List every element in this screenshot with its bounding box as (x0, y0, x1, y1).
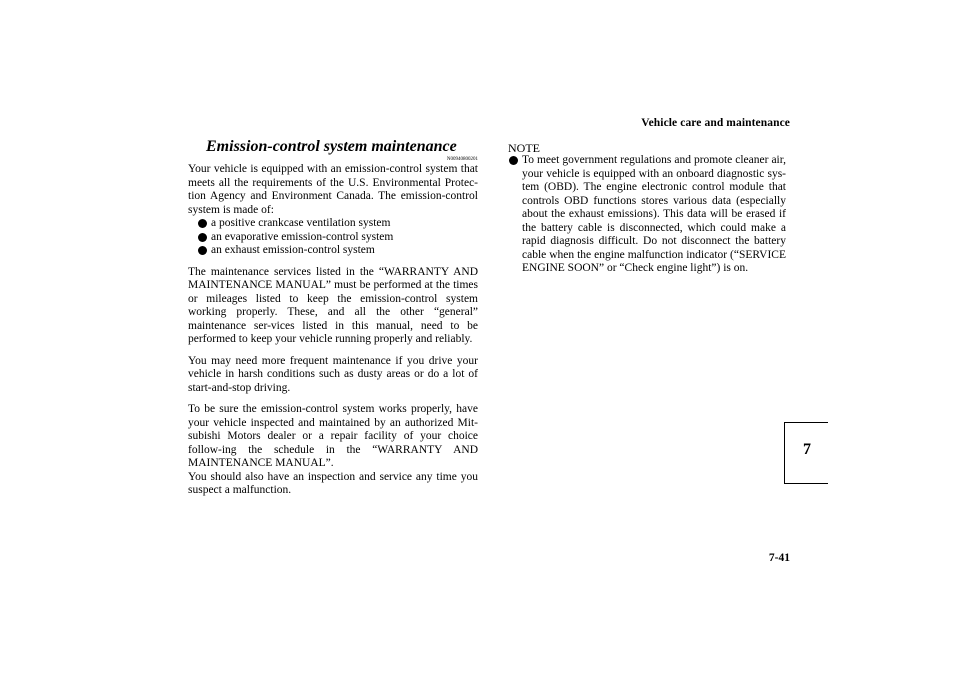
list-item-text: a positive crankcase ventilation system (211, 217, 391, 229)
list-item-text: an evaporative emission-control system (211, 230, 394, 243)
note-item (508, 154, 786, 276)
note-column (508, 142, 786, 276)
left-column (188, 137, 478, 498)
frequent-maintenance-paragraph: You may need more frequent maintenance if you drive your vehicle in harsh conditions such as dusty areas or do a lot of start-and-stop driving. (188, 354, 478, 394)
bullet-icon (198, 219, 207, 228)
bullet-icon (509, 156, 518, 165)
closing-paragraph: You should also have an inspection and service any time you suspect a malfunction. (188, 470, 478, 496)
note-heading: NOTE (508, 141, 540, 155)
bullet-icon (198, 246, 207, 255)
inspection-paragraph: To be sure the emission-control system works properly, have your vehicle inspected and maintained by an authorized Mit-subishi Motors dealer or a repair facility of your choice follow-ing the schedule in the “WARRANTY AND MAINTENANCE MANUAL”. (188, 403, 478, 469)
running-head: Vehicle care and maintenance (641, 117, 790, 129)
chapter-tab-label: 7 (803, 441, 811, 458)
page-number: 7-41 (768, 552, 790, 564)
section-code: N00940800201 (446, 157, 478, 162)
list-item (198, 217, 478, 231)
chapter-tab (784, 422, 828, 484)
note-item-text: To meet government regulations and promote cleaner air, your vehicle is equipped with an onboard diagnostic sys-tem (OBD). The engine electronic control module that controls OBD functions stores various data (especially about the exhaust emissions). This data will be erased if the battery cable is disconnected, which could make a rapid diagnosis difficult. Do not disconnect the battery cable when the engine malfunction indicator (“SERVICE ENGINE SOON” or “Check engine light”) is on. (522, 154, 786, 274)
intro-paragraph: Your vehicle is equipped with an emission-control system that meets all the requirements of the U.S. Environmental Protec-tion Agency and Environment Canada. The emission-control system is made of: (188, 163, 478, 216)
bullet-icon (198, 233, 207, 242)
component-list (198, 217, 478, 258)
maintenance-paragraph: The maintenance services listed in the “WARRANTY AND MAINTENANCE MANUAL” must be performed at the times or mileages listed to keep the emission-control system working properly. These, and all the other “general” maintenance ser-vices listed in this manual, need to be performed to keep your vehicle running properly and reliably. (188, 265, 478, 345)
list-item (198, 244, 478, 258)
section-title: Emission-control system maintenance (206, 138, 457, 155)
list-item (198, 231, 478, 245)
list-item-text: an exhaust emission-control system (211, 244, 375, 256)
